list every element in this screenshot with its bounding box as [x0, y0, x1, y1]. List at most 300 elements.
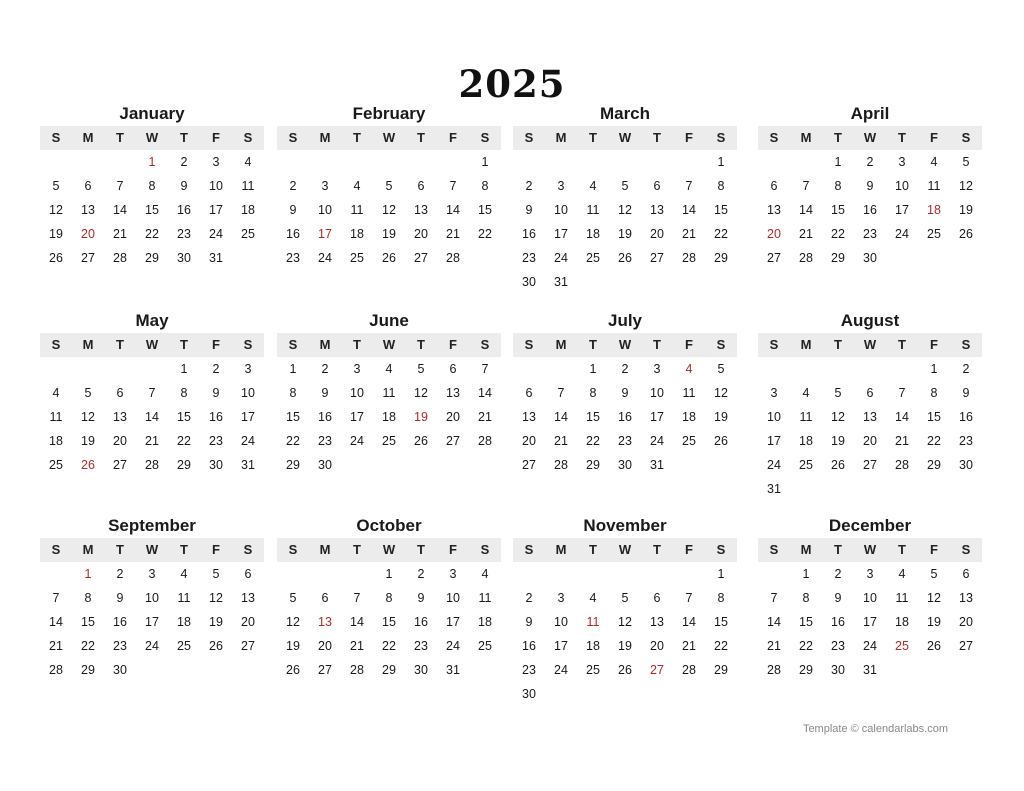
day-date: 14 — [767, 615, 781, 629]
month-name: June — [369, 311, 409, 330]
day-date: 23 — [522, 663, 536, 677]
day-date: 14 — [554, 410, 568, 424]
day-date: 7 — [481, 362, 489, 376]
day-date: 28 — [895, 458, 909, 472]
day-date: 29 — [799, 663, 813, 677]
day-date: 12 — [618, 615, 632, 629]
day-date: 25 — [799, 458, 813, 472]
month-name: January — [119, 104, 185, 123]
day-date: 5 — [289, 591, 297, 605]
day-date: 13 — [863, 410, 877, 424]
weekday-label: S — [524, 337, 534, 352]
day-date: 23 — [286, 251, 300, 265]
day-date: 25 — [177, 639, 191, 653]
weekday-label: M — [800, 130, 812, 145]
day-date: 7 — [770, 591, 778, 605]
day-date: 20 — [522, 434, 536, 448]
day-date: 1 — [180, 362, 188, 376]
weekday-label: T — [353, 130, 361, 145]
weekday-label: S — [243, 542, 253, 557]
day-date: 12 — [209, 591, 223, 605]
day-date: 28 — [478, 434, 492, 448]
day-date: 6 — [653, 591, 661, 605]
day-date: 24 — [350, 434, 364, 448]
holiday-date: 20 — [767, 227, 781, 241]
weekday-label: M — [82, 337, 94, 352]
day-date: 8 — [289, 386, 297, 400]
day-date: 17 — [863, 615, 877, 629]
empty-cell — [577, 150, 609, 174]
weekday-label: M — [555, 130, 567, 145]
day-date: 1 — [481, 155, 489, 169]
day-date: 3 — [321, 179, 329, 193]
weekday-label: M — [82, 130, 94, 145]
weekday-label: W — [145, 337, 159, 352]
day-date: 1 — [930, 362, 938, 376]
day-date: 15 — [177, 410, 191, 424]
weekday-label: W — [618, 337, 632, 352]
day-date: 16 — [618, 410, 632, 424]
day-date: 6 — [962, 567, 970, 581]
day-date: 23 — [959, 434, 973, 448]
day-date: 12 — [618, 203, 632, 217]
weekday-label: W — [618, 542, 632, 557]
empty-cell — [72, 357, 104, 381]
day-date: 6 — [653, 179, 661, 193]
day-date: 25 — [682, 434, 696, 448]
weekday-label: S — [288, 542, 298, 557]
holiday-date: 18 — [927, 203, 941, 217]
day-date: 20 — [650, 227, 664, 241]
day-date: 23 — [618, 434, 632, 448]
holiday-date: 25 — [895, 639, 909, 653]
day-date: 26 — [414, 434, 428, 448]
day-date: 24 — [863, 639, 877, 653]
day-date: 11 — [350, 203, 364, 217]
empty-cell — [609, 150, 641, 174]
day-date: 4 — [589, 591, 597, 605]
weekday-label: S — [961, 130, 971, 145]
day-date: 19 — [618, 227, 632, 241]
day-date: 1 — [834, 155, 842, 169]
day-date: 5 — [621, 591, 629, 605]
empty-cell — [341, 562, 373, 586]
day-date: 28 — [554, 458, 568, 472]
empty-cell — [854, 357, 886, 381]
day-grid — [758, 357, 982, 501]
day-date: 5 — [84, 386, 92, 400]
weekday-label: S — [480, 542, 490, 557]
weekday-label: T — [116, 337, 124, 352]
day-date: 21 — [446, 227, 460, 241]
day-date: 24 — [318, 251, 332, 265]
empty-cell — [641, 562, 673, 586]
day-date: 23 — [177, 227, 191, 241]
weekday-label: T — [898, 337, 906, 352]
weekday-label: F — [449, 130, 457, 145]
weekday-label: W — [618, 130, 632, 145]
day-date: 31 — [446, 663, 460, 677]
day-date: 21 — [682, 227, 696, 241]
day-date: 17 — [145, 615, 159, 629]
day-date: 1 — [589, 362, 597, 376]
weekday-label: W — [863, 542, 877, 557]
day-date: 9 — [180, 179, 188, 193]
weekday-header — [758, 126, 982, 150]
day-date: 27 — [767, 251, 781, 265]
day-date: 18 — [177, 615, 191, 629]
month-name: April — [850, 104, 890, 123]
day-date: 21 — [682, 639, 696, 653]
empty-cell — [886, 357, 918, 381]
day-date: 14 — [113, 203, 127, 217]
day-date: 22 — [586, 434, 600, 448]
day-date: 10 — [241, 386, 255, 400]
day-date: 12 — [831, 410, 845, 424]
day-date: 2 — [962, 362, 970, 376]
day-date: 21 — [350, 639, 364, 653]
weekday-label: W — [145, 130, 159, 145]
empty-cell — [758, 150, 790, 174]
day-date: 13 — [113, 410, 127, 424]
day-date: 30 — [113, 663, 127, 677]
weekday-label: W — [863, 130, 877, 145]
day-date: 19 — [286, 639, 300, 653]
day-date: 12 — [49, 203, 63, 217]
empty-cell — [136, 357, 168, 381]
day-date: 11 — [682, 386, 696, 400]
day-date: 15 — [714, 203, 728, 217]
day-date: 15 — [145, 203, 159, 217]
day-date: 19 — [714, 410, 728, 424]
day-date: 27 — [414, 251, 428, 265]
weekday-label: T — [116, 130, 124, 145]
day-date: 13 — [241, 591, 255, 605]
day-date: 11 — [177, 591, 191, 605]
day-date: 20 — [318, 639, 332, 653]
day-date: 7 — [898, 386, 906, 400]
day-date: 17 — [650, 410, 664, 424]
day-date: 6 — [244, 567, 252, 581]
month-name: February — [352, 104, 426, 123]
weekday-label: F — [212, 542, 220, 557]
day-date: 12 — [414, 386, 428, 400]
day-date: 30 — [831, 663, 845, 677]
day-date: 2 — [525, 179, 533, 193]
day-date: 3 — [557, 179, 565, 193]
day-date: 16 — [959, 410, 973, 424]
empty-cell — [758, 357, 790, 381]
day-date: 9 — [834, 591, 842, 605]
day-date: 4 — [802, 386, 810, 400]
day-date: 1 — [717, 155, 725, 169]
month-name: August — [840, 311, 900, 330]
weekday-label: T — [589, 130, 597, 145]
weekday-label: F — [930, 542, 938, 557]
day-date: 5 — [717, 362, 725, 376]
weekday-label: F — [930, 130, 938, 145]
day-date: 19 — [81, 434, 95, 448]
day-date: 29 — [81, 663, 95, 677]
month-may — [40, 309, 264, 477]
month-november — [513, 514, 737, 706]
empty-cell — [545, 357, 577, 381]
empty-cell — [673, 150, 705, 174]
day-date: 30 — [414, 663, 428, 677]
day-date: 28 — [145, 458, 159, 472]
empty-cell — [40, 562, 72, 586]
weekday-label: M — [555, 337, 567, 352]
day-date: 28 — [446, 251, 460, 265]
holiday-date: 26 — [81, 458, 95, 472]
empty-cell — [673, 562, 705, 586]
day-date: 14 — [682, 615, 696, 629]
day-date: 23 — [209, 434, 223, 448]
holiday-date: 27 — [650, 663, 664, 677]
day-date: 18 — [478, 615, 492, 629]
day-date: 18 — [350, 227, 364, 241]
day-date: 16 — [318, 410, 332, 424]
day-grid — [277, 562, 501, 682]
weekday-label: S — [524, 130, 534, 145]
day-date: 14 — [895, 410, 909, 424]
year-title: 2025 — [458, 62, 566, 106]
day-date: 21 — [478, 410, 492, 424]
day-date: 21 — [895, 434, 909, 448]
day-date: 30 — [318, 458, 332, 472]
holiday-date: 1 — [148, 155, 156, 169]
day-grid — [277, 150, 501, 270]
day-date: 29 — [714, 251, 728, 265]
day-date: 4 — [930, 155, 938, 169]
day-grid — [40, 150, 264, 270]
day-date: 9 — [525, 203, 533, 217]
day-date: 16 — [831, 615, 845, 629]
day-date: 7 — [52, 591, 60, 605]
weekday-header — [40, 333, 264, 357]
day-date: 10 — [350, 386, 364, 400]
day-date: 3 — [244, 362, 252, 376]
day-date: 11 — [241, 179, 255, 193]
day-date: 18 — [895, 615, 909, 629]
weekday-label: F — [930, 337, 938, 352]
day-date: 21 — [49, 639, 63, 653]
day-date: 25 — [927, 227, 941, 241]
day-grid — [513, 562, 737, 706]
empty-cell — [341, 150, 373, 174]
day-date: 6 — [417, 179, 425, 193]
day-date: 10 — [650, 386, 664, 400]
day-date: 17 — [895, 203, 909, 217]
day-date: 29 — [927, 458, 941, 472]
day-date: 22 — [382, 639, 396, 653]
day-date: 24 — [650, 434, 664, 448]
day-date: 9 — [212, 386, 220, 400]
day-date: 26 — [959, 227, 973, 241]
weekday-label: T — [898, 130, 906, 145]
holiday-date: 1 — [84, 567, 92, 581]
day-date: 28 — [682, 251, 696, 265]
day-date: 7 — [116, 179, 124, 193]
weekday-header — [513, 538, 737, 562]
day-date: 24 — [554, 251, 568, 265]
day-date: 11 — [478, 591, 492, 605]
day-date: 11 — [927, 179, 941, 193]
weekday-label: F — [685, 337, 693, 352]
month-name: July — [607, 311, 643, 330]
weekday-label: M — [800, 337, 812, 352]
day-date: 22 — [145, 227, 159, 241]
empty-cell — [577, 562, 609, 586]
weekday-label: S — [524, 542, 534, 557]
empty-cell — [545, 562, 577, 586]
day-date: 21 — [767, 639, 781, 653]
day-date: 15 — [382, 615, 396, 629]
day-date: 6 — [84, 179, 92, 193]
weekday-label: M — [319, 130, 331, 145]
empty-cell — [758, 562, 790, 586]
holiday-date: 4 — [685, 362, 693, 376]
day-date: 24 — [554, 663, 568, 677]
day-date: 2 — [866, 155, 874, 169]
weekday-label: T — [180, 337, 188, 352]
weekday-label: S — [716, 130, 726, 145]
day-date: 16 — [113, 615, 127, 629]
weekday-label: W — [382, 337, 396, 352]
day-date: 2 — [116, 567, 124, 581]
month-february — [277, 102, 501, 270]
day-date: 4 — [898, 567, 906, 581]
day-date: 8 — [180, 386, 188, 400]
holiday-date: 20 — [81, 227, 95, 241]
day-date: 11 — [799, 410, 813, 424]
day-date: 10 — [446, 591, 460, 605]
day-grid — [277, 357, 501, 477]
day-date: 19 — [959, 203, 973, 217]
day-date: 13 — [522, 410, 536, 424]
day-date: 3 — [770, 386, 778, 400]
day-date: 22 — [799, 639, 813, 653]
day-date: 20 — [446, 410, 460, 424]
day-date: 16 — [522, 227, 536, 241]
day-date: 27 — [863, 458, 877, 472]
day-date: 11 — [586, 203, 600, 217]
day-date: 27 — [241, 639, 255, 653]
day-date: 11 — [895, 591, 909, 605]
day-date: 2 — [212, 362, 220, 376]
day-date: 19 — [382, 227, 396, 241]
day-date: 5 — [930, 567, 938, 581]
day-date: 30 — [863, 251, 877, 265]
day-date: 23 — [318, 434, 332, 448]
empty-cell — [545, 150, 577, 174]
day-date: 4 — [589, 179, 597, 193]
weekday-header — [513, 333, 737, 357]
day-date: 24 — [145, 639, 159, 653]
weekday-label: S — [716, 542, 726, 557]
weekday-label: S — [769, 542, 779, 557]
month-october — [277, 514, 501, 682]
day-date: 15 — [81, 615, 95, 629]
day-date: 27 — [446, 434, 460, 448]
weekday-label: S — [769, 337, 779, 352]
day-date: 18 — [241, 203, 255, 217]
weekday-label: T — [417, 337, 425, 352]
day-date: 4 — [180, 567, 188, 581]
day-date: 21 — [554, 434, 568, 448]
weekday-label: M — [319, 337, 331, 352]
weekday-label: F — [685, 542, 693, 557]
day-date: 9 — [289, 203, 297, 217]
day-date: 20 — [414, 227, 428, 241]
day-date: 3 — [898, 155, 906, 169]
day-date: 3 — [148, 567, 156, 581]
month-name: May — [135, 311, 169, 330]
weekday-label: M — [555, 542, 567, 557]
day-date: 25 — [241, 227, 255, 241]
day-date: 1 — [289, 362, 297, 376]
day-date: 3 — [866, 567, 874, 581]
day-date: 18 — [382, 410, 396, 424]
empty-cell — [513, 562, 545, 586]
day-date: 25 — [478, 639, 492, 653]
day-date: 26 — [382, 251, 396, 265]
day-date: 23 — [863, 227, 877, 241]
day-date: 22 — [927, 434, 941, 448]
day-date: 2 — [180, 155, 188, 169]
day-date: 28 — [799, 251, 813, 265]
day-date: 20 — [650, 639, 664, 653]
day-date: 6 — [525, 386, 533, 400]
day-date: 17 — [241, 410, 255, 424]
day-date: 19 — [49, 227, 63, 241]
weekday-header — [277, 333, 501, 357]
day-date: 28 — [113, 251, 127, 265]
empty-cell — [405, 150, 437, 174]
empty-cell — [309, 562, 341, 586]
day-date: 28 — [350, 663, 364, 677]
empty-cell — [373, 150, 405, 174]
weekday-label: S — [288, 337, 298, 352]
weekday-label: W — [382, 130, 396, 145]
weekday-label: T — [417, 542, 425, 557]
day-date: 2 — [834, 567, 842, 581]
day-date: 20 — [113, 434, 127, 448]
day-date: 31 — [863, 663, 877, 677]
weekday-label: S — [480, 337, 490, 352]
day-date: 3 — [449, 567, 457, 581]
day-date: 12 — [714, 386, 728, 400]
empty-cell — [822, 357, 854, 381]
day-date: 21 — [113, 227, 127, 241]
day-date: 28 — [682, 663, 696, 677]
month-april — [758, 102, 982, 270]
day-date: 31 — [767, 482, 781, 496]
day-date: 13 — [414, 203, 428, 217]
day-date: 17 — [209, 203, 223, 217]
day-date: 27 — [522, 458, 536, 472]
day-grid — [40, 562, 264, 682]
day-date: 26 — [49, 251, 63, 265]
day-date: 4 — [481, 567, 489, 581]
day-date: 19 — [927, 615, 941, 629]
empty-cell — [40, 357, 72, 381]
empty-cell — [437, 150, 469, 174]
day-date: 26 — [927, 639, 941, 653]
day-date: 29 — [382, 663, 396, 677]
day-date: 18 — [586, 227, 600, 241]
day-date: 22 — [478, 227, 492, 241]
